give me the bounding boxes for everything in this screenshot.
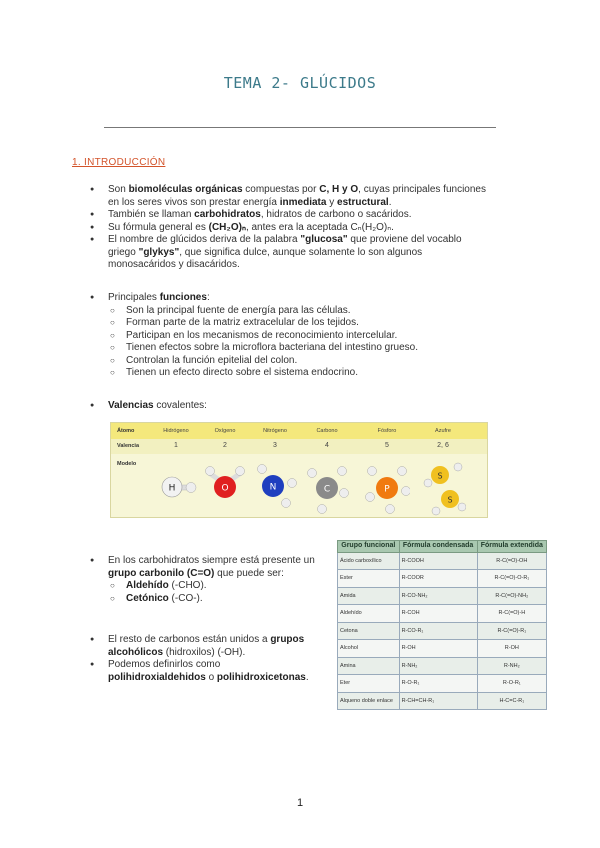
table-cell: R-NH₂	[399, 657, 477, 675]
list-item: ● En los carbohidratos siempre está presente un grupo carbonilo (C=O) que puede ser: ○ Aldehído (-CHO). ○ Cetónico (-CO-).	[108, 555, 328, 605]
hydrogen-model-icon	[153, 461, 199, 517]
list-item: ○ Forman parte de la matriz extracelular de los tejidos.	[126, 317, 488, 330]
svg-text:S: S	[447, 495, 453, 505]
table-cell: R-C(=O)-H	[477, 605, 546, 623]
valence-table	[110, 422, 488, 518]
svg-text:O: O	[221, 483, 229, 494]
intro-list	[108, 184, 488, 272]
column-header: Grupo funcional	[338, 541, 400, 553]
atom-name: Fósforo	[377, 428, 397, 434]
table-cell: Aldehído	[338, 605, 400, 623]
atom-name: Oxígeno	[214, 428, 236, 434]
list-item: ○ Participan en los mecanismos de reconocimiento intercelular.	[126, 330, 488, 343]
functions-sublist	[126, 305, 488, 380]
table-row	[338, 552, 547, 570]
list-item: ● Valencias covalentes:	[108, 400, 488, 413]
list-item: ○ Tienen un efecto directo sobre el sistema endocrino.	[126, 367, 488, 380]
valence-value: 1	[174, 442, 178, 449]
list-item: ○ Cetónico (-CO-).	[126, 593, 328, 606]
table-cell: Amida	[338, 587, 400, 605]
svg-text:N: N	[269, 482, 277, 493]
table-header-row	[338, 541, 547, 553]
valencias-list	[108, 400, 488, 413]
sulfur-model-icon	[420, 461, 466, 517]
valence-value: 2, 6	[437, 442, 449, 449]
valence-value: 2	[223, 442, 227, 449]
list-item: ○ Tienen efectos sobre la microflora bacteriana del intestino grueso.	[126, 342, 488, 355]
table-row	[338, 657, 547, 675]
atom-name: Carbono	[316, 428, 338, 434]
table-cell: R-CH=CH-R₁	[399, 692, 477, 710]
row-label-model: Modelo	[117, 461, 137, 467]
table-cell: Alcohol	[338, 640, 400, 658]
table-row	[338, 570, 547, 588]
title-divider	[104, 127, 496, 128]
table-cell: Alqueno doble enlace	[338, 692, 400, 710]
section-heading: 1. INTRODUCCIÓN	[72, 157, 166, 168]
list-item: ● También se llaman carbohidratos, hidratos de carbono o sacáridos.	[108, 209, 488, 222]
table-cell: Eter	[338, 675, 400, 693]
list-item: ● El resto de carbonos están unidos a grupos alcohólicos (hidroxilos) (-OH).	[108, 634, 318, 659]
carbonyl-sublist	[126, 580, 328, 605]
table-cell: R-C(=O)-R₁	[477, 622, 546, 640]
table-row	[338, 622, 547, 640]
table-cell: R-O-R₁	[399, 675, 477, 693]
table-cell: R-COOR	[399, 570, 477, 588]
list-item: ● El nombre de glúcidos deriva de la palabra "glucosa" que proviene del vocablo griego "glykys", que significa dulce, aunque solamente lo son algunos monosacáridos y disacáridos.	[108, 234, 488, 272]
table-row	[338, 587, 547, 605]
list-item: ○ Son la principal fuente de energía para las células.	[126, 305, 488, 318]
column-header: Fórmula condensada	[399, 541, 477, 553]
functions-list	[108, 292, 488, 380]
table-row	[338, 675, 547, 693]
phosphorus-model-icon	[364, 461, 410, 517]
table-cell: R-OH	[477, 640, 546, 658]
table-cell: Ácido carboxílico	[338, 552, 400, 570]
table-cell: Cetona	[338, 622, 400, 640]
rest-list	[108, 634, 318, 684]
valence-value: 4	[325, 442, 329, 449]
table-cell: R-COH	[399, 605, 477, 623]
table-cell: R-CO-NH₂	[399, 587, 477, 605]
list-item: ● Podemos definirlos como polihidroxialdehidos o polihidroxicetonas.	[108, 659, 318, 684]
table-cell: R-O-R₁	[477, 675, 546, 693]
column-header: Fórmula extendida	[477, 541, 546, 553]
svg-text:P: P	[384, 484, 390, 495]
table-cell: R-C(=O)-O-R₁	[477, 570, 546, 588]
table-cell: Ester	[338, 570, 400, 588]
list-item: ○ Aldehído (-CHO).	[126, 580, 328, 593]
atom-name: Nitrógeno	[263, 428, 287, 434]
table-cell: R-C(=O)-NH₂	[477, 587, 546, 605]
page-number: 1	[296, 797, 304, 809]
page-title: TEMA 2- GLÚCIDOS	[223, 74, 377, 92]
table-cell: R-CO-R₁	[399, 622, 477, 640]
list-item: ● Principales funciones: ○ Son la principal fuente de energía para las células. ○ Forman parte de la matriz extracelular de los tejidos. ○ Participan en los mecanismos de reconocimiento intercelular. ○ Tienen efectos sobre la microflora bacteriana del intestino grueso. ○ Controlan la función epitelial del colon. ○ Tienen un efecto directo sobre el sistema endocrino.	[108, 292, 488, 380]
oxygen-model-icon	[202, 461, 248, 517]
row-label-valence: Valencia	[117, 443, 140, 449]
table-row	[338, 692, 547, 710]
table-cell: Amina	[338, 657, 400, 675]
table-cell: R-OH	[399, 640, 477, 658]
table-cell: R-COOH	[399, 552, 477, 570]
carbon-model-icon	[304, 461, 350, 517]
nitrogen-model-icon	[252, 461, 298, 517]
table-row	[338, 640, 547, 658]
row-label-atom: Átomo	[117, 428, 135, 434]
list-item: ● Son biomoléculas orgánicas compuestas por C, H y O, cuyas principales funciones en los seres vivos son prestar energía inmediata y estructural.	[108, 184, 488, 209]
atom-name: Hidrógeno	[163, 428, 189, 434]
table-cell: R-C(=O)-OH	[477, 552, 546, 570]
table-cell: R-NH₂	[477, 657, 546, 675]
table-cell: H-C=C-R₁	[477, 692, 546, 710]
carbonyl-list	[108, 555, 328, 605]
list-item: ○ Controlan la función epitelial del colon.	[126, 355, 488, 368]
svg-text:S: S	[437, 471, 443, 481]
svg-text:C: C	[323, 484, 331, 495]
valence-value: 3	[273, 442, 277, 449]
svg-text:H: H	[168, 483, 176, 494]
list-item: ● Su fórmula general es (CH₂O)ₙ, antes era la aceptada Cₙ(H₂O)ₙ.	[108, 222, 488, 235]
atom-name: Azufre	[435, 428, 451, 434]
valence-value: 5	[385, 442, 389, 449]
table-row	[338, 605, 547, 623]
functional-group-table	[337, 540, 547, 710]
